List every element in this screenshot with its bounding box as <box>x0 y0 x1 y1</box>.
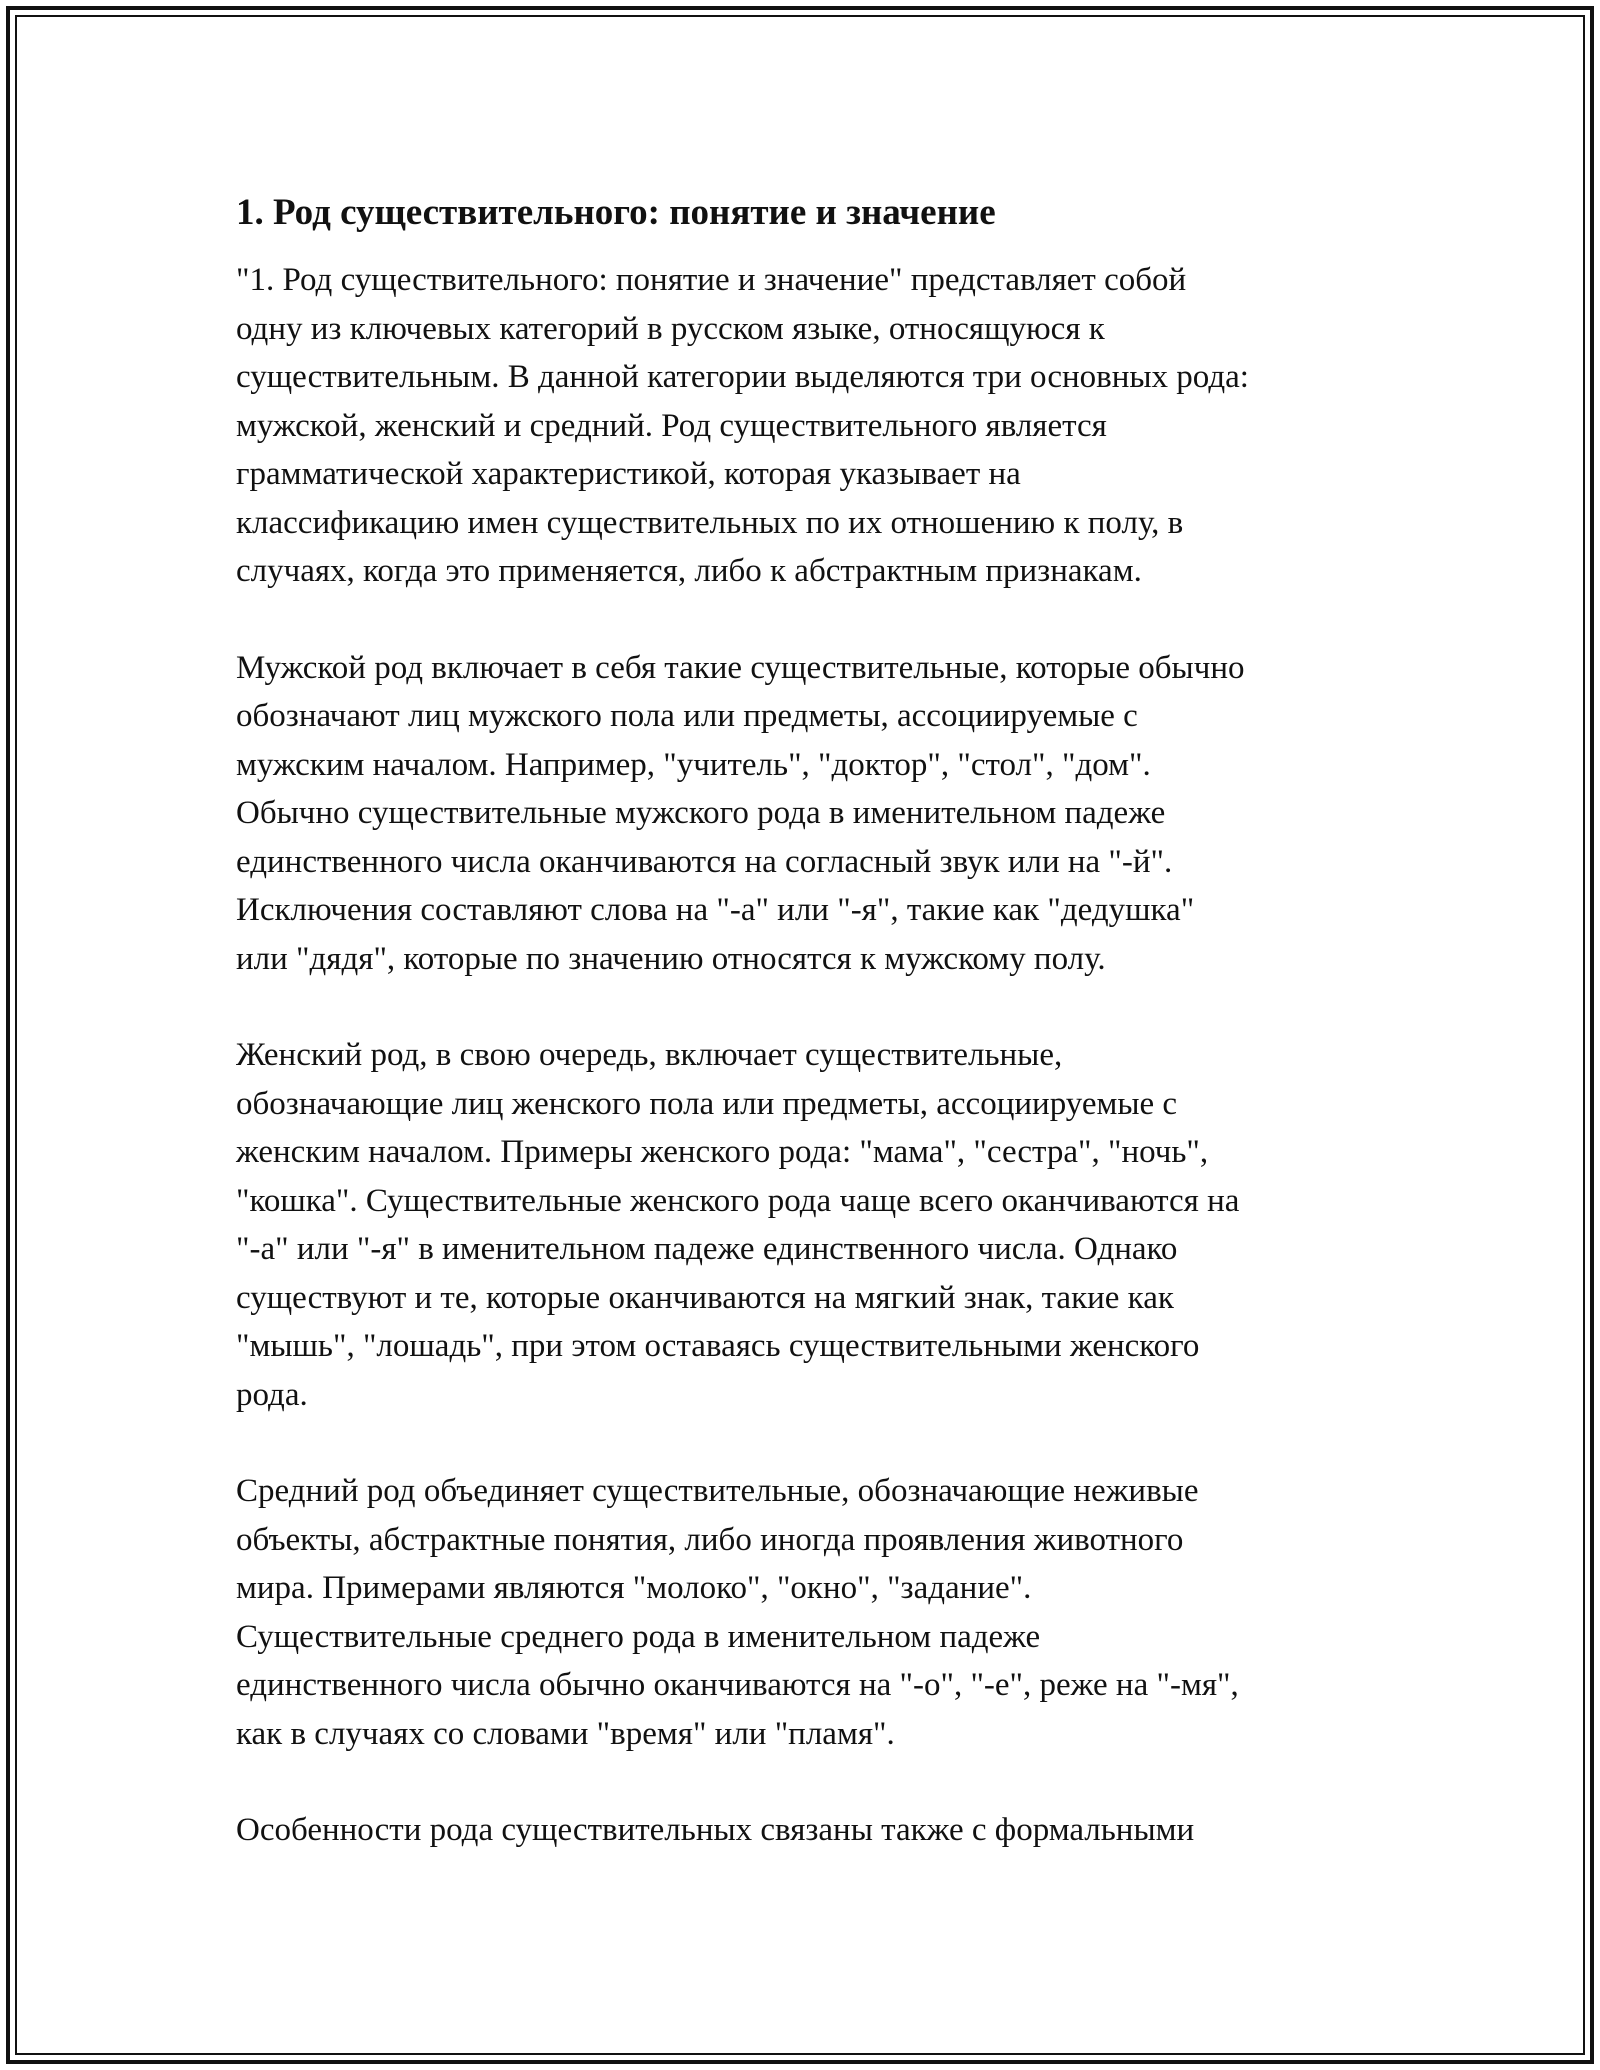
paragraph-intro: "1. Род существительного: понятие и значение" представляет собой одну из ключевых категорий в русском языке, относящуюся к существительным. В данной категории выделяются три основных рода: мужской, женский и средний. Род существительного является грамматической характеристикой, которая указывает на классификацию имен существительных по их отношению к полу, в случаях, когда это применяется, либо к абстрактным признакам. <box>236 262 1249 589</box>
paragraph-feminine: Женский род, в свою очередь, включает существительные, обозначающие лиц женского пола или предметы, ассоциируемые с женским началом. Примеры женского рода: "мама", "сестра", "ночь", "кошка". Существительные женского рода чаще всего оканчиваются на "-а" или "-я" в именительном падеже единственного числа. Однако существуют и те, которые оканчиваются на мягкий знак, такие как "мышь", "лошадь", при этом оставаясь существительными женского рода. <box>236 1037 1240 1413</box>
document-body <box>236 188 1386 1903</box>
paragraph-neuter: Средний род объединяет существительные, обозначающие неживые объекты, абстрактные понятия, либо иногда проявления животного мира. Примерами являются "молоко", "окно", "задание". Существительные среднего рода в именительном падеже единственного числа обычно оканчиваются на "-о", "-е", реже на "-мя", как в случаях со словами "время" или "пламя". <box>236 1473 1239 1752</box>
section-heading: 1. Род существительного: понятие и значение <box>236 192 996 233</box>
paragraph-masculine: Мужской род включает в себя такие существительные, которые обычно обозначают лиц мужского пола или предметы, ассоциируемые с мужским началом. Например, "учитель", "доктор", "стол", "дом". Обычно существительные мужского рода в именительном падеже единственного числа оканчиваются на согласный звук или на "-й". Исключения составляют слова на "-а" или "-я", такие как "дедушка" или "дядя", которые по значению относятся к мужскому полу. <box>236 649 1245 977</box>
paragraph-features: Особенности рода существительных связаны также с формальными <box>236 1812 1195 1848</box>
